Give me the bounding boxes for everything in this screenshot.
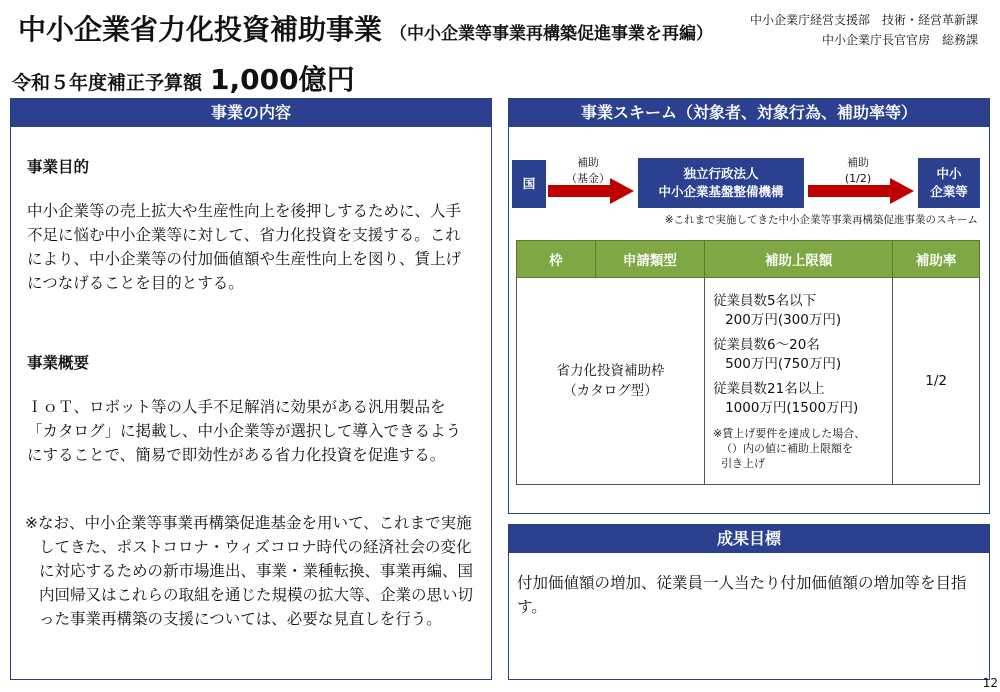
- limit-note-line-1: ※賃上げ要件を達成した場合、: [713, 426, 866, 440]
- review-note: ※なお、中小企業等事業再構築促進基金を用いて、これまで実施してきた、ポストコロナ・ウィズコロナ時代の経済社会の変化に対応するための新市場進出、事業・業種転換、事業再編、国内回帰又はこれらの取組を通じた規模の拡大等、企業の思い切った事業再構築の支援については、必要な見直しを行う。: [25, 514, 474, 628]
- result-heading: 成果目標: [509, 525, 989, 553]
- department-line-2: 中小企業庁長官官房 総務課: [821, 33, 978, 47]
- department-line-1: 中小企業庁経営支援部 技術・経営革新課: [749, 13, 978, 27]
- page-title: [18, 8, 713, 48]
- limit-2-label: 従業員数6～20名: [713, 336, 820, 353]
- cell-rate: 1/2: [893, 278, 980, 485]
- col-header-rate: 補助率: [893, 241, 980, 278]
- business-content-panel: [10, 98, 492, 680]
- col-header-frame: 枠: [517, 241, 596, 278]
- arrow1-label-1: 補助: [577, 156, 599, 169]
- scheme-heading: 事業スキーム（対象者、対象行為、補助率等）: [509, 99, 989, 127]
- node-sme: [918, 158, 980, 208]
- table-row: [517, 278, 980, 485]
- limit-note-line-3: 引き上げ: [721, 456, 766, 470]
- limit-3-amount: 1000万円(1500万円): [725, 399, 859, 416]
- node-sme-line-2: 企業等: [930, 184, 968, 199]
- type-line-2: （カタログ型）: [563, 383, 658, 399]
- type-line-1: 省力化投資補助枠: [556, 363, 665, 379]
- limit-1-amount: 200万円(300万円): [725, 311, 842, 328]
- node-smrj-line-1: 独立行政法人: [683, 166, 759, 181]
- result-panel: [508, 524, 990, 680]
- arrow1-label-2: （基金）: [566, 172, 610, 185]
- node-sme-line-1: 中小: [936, 166, 962, 181]
- scheme-note: ※これまで実施してきた中小企業等事業再構築促進事業のスキーム: [664, 214, 978, 226]
- purpose-title: 事業目的: [27, 158, 90, 176]
- business-content-heading: 事業の内容: [11, 99, 491, 127]
- result-text: 付加価値額の増加、従業員一人当たり付加価値額の増加等を目指す。: [517, 574, 967, 616]
- title-subtitle: （中小企業等事業再構築促進事業を再編）: [390, 24, 714, 44]
- limit-3-label: 従業員数21名以上: [713, 380, 825, 397]
- limit-2-amount: 500万円(750万円): [725, 355, 842, 372]
- business-content-body: [11, 155, 491, 631]
- title-text: 中小企業省力化投資補助事業: [18, 13, 383, 46]
- subsidy-table: [516, 240, 980, 485]
- cell-limit: [705, 278, 893, 485]
- node-government: 国: [512, 160, 546, 208]
- node-smrj-line-2: 中小企業基盤整備機構: [658, 184, 784, 199]
- arrow1-label: [556, 155, 620, 187]
- limit-note-line-2: （）内の値に補助上限額を: [721, 441, 854, 455]
- budget-label: 令和５年度補正予算額: [12, 72, 203, 94]
- node-smrj: [638, 158, 804, 208]
- purpose-text: 中小企業等の売上拡大や生産性向上を後押しするために、人手不足に悩む中小企業等に対して、省力化投資を支援する。これにより、中小企業等の付加価値額や生産性向上を図り、賃上げにつなげることを目的とする。: [27, 202, 462, 292]
- budget-amount: 1,000億円: [210, 63, 355, 96]
- limit-note: [713, 426, 888, 471]
- table-header-row: [517, 241, 980, 278]
- limit-1-label: 従業員数5名以下: [713, 292, 817, 309]
- department-block: [750, 10, 978, 50]
- col-header-type: 申請類型: [595, 241, 704, 278]
- arrow2-label-1: 補助: [847, 156, 869, 169]
- arrow2-label: [826, 155, 890, 187]
- col-header-limit: 補助上限額: [705, 241, 893, 278]
- page-number: 12: [982, 676, 998, 690]
- arrow2-label-2: (1/2): [844, 172, 872, 185]
- cell-application-type: [517, 278, 705, 485]
- budget-line: [12, 58, 355, 98]
- overview-text: ＩｏＴ、ロボット等の人手不足解消に効果がある汎用製品を「カタログ」に掲載し、中小企業等が選択して導入できるようにすることで、簡易で即効性がある省力化投資を促進する。: [27, 398, 462, 464]
- overview-title: 事業概要: [27, 354, 90, 372]
